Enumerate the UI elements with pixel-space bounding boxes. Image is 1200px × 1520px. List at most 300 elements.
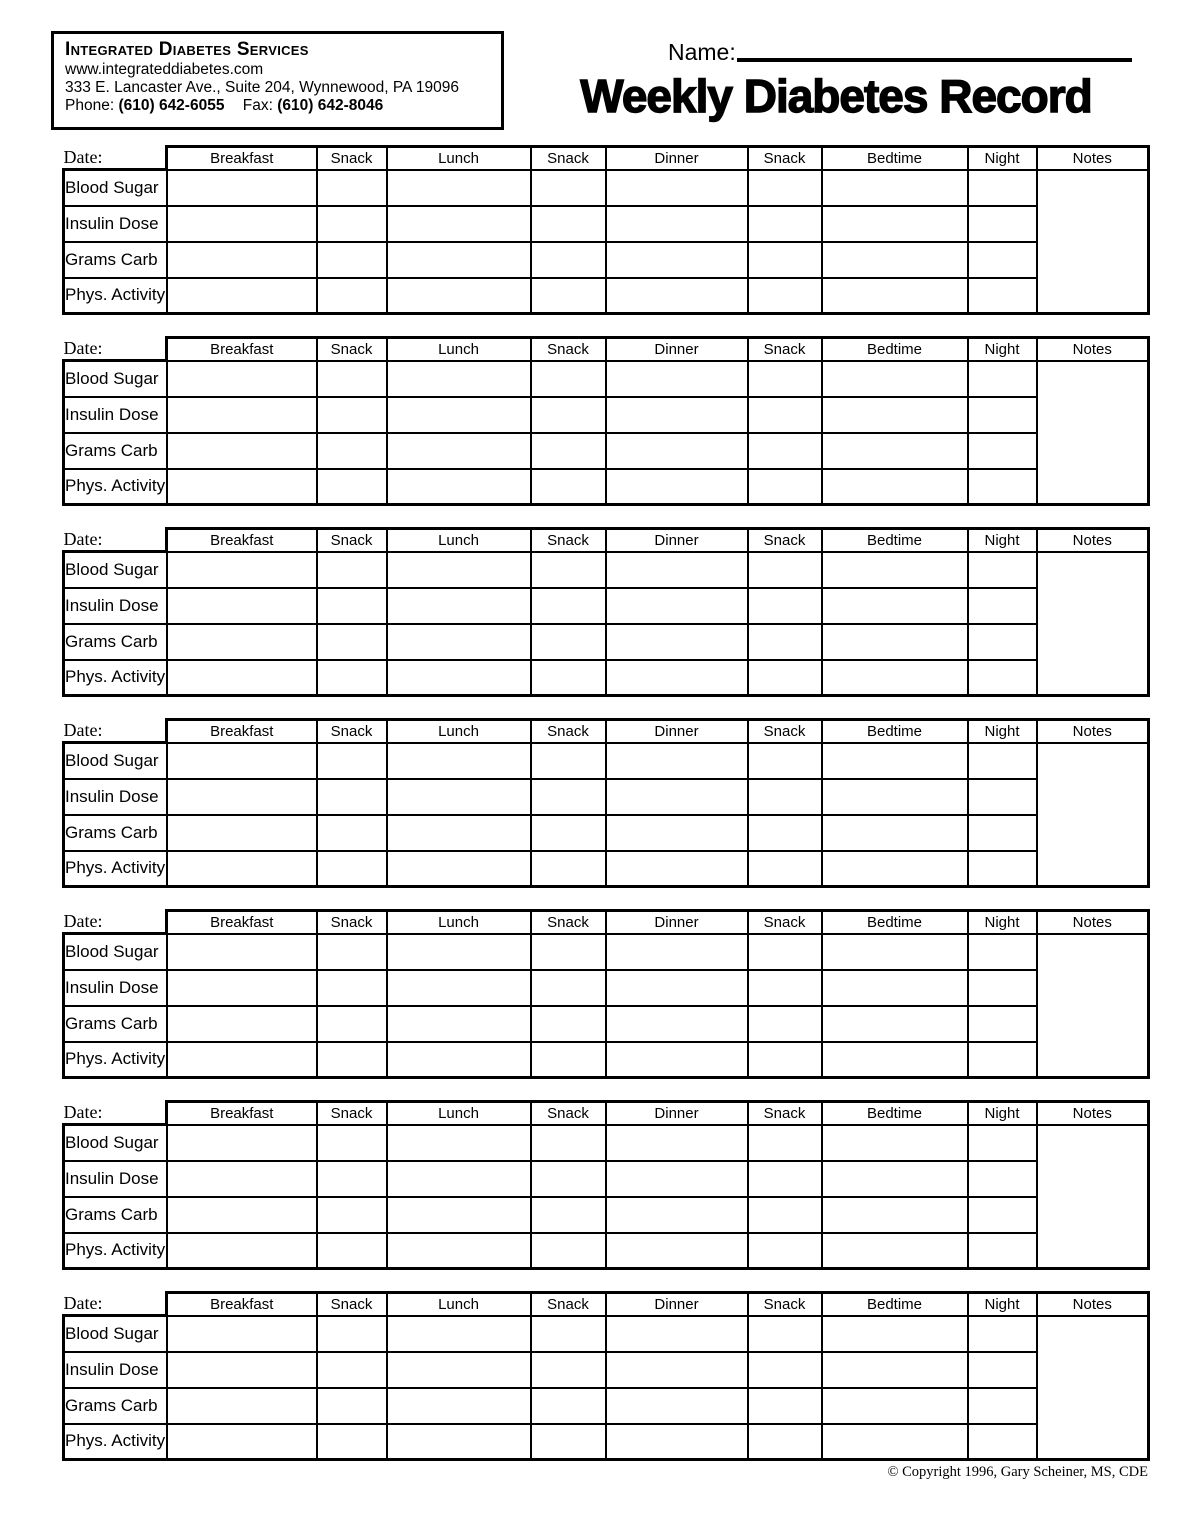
- entry-cell[interactable]: [317, 361, 387, 397]
- entry-cell[interactable]: [531, 361, 606, 397]
- entry-cell[interactable]: [531, 851, 606, 887]
- entry-cell[interactable]: [167, 934, 317, 970]
- col-header-notes: Notes: [1037, 338, 1149, 361]
- entry-cell[interactable]: [387, 361, 531, 397]
- entry-cell[interactable]: [748, 242, 822, 278]
- row-label-grams-carb: Grams Carb: [64, 815, 167, 851]
- fax-label: Fax:: [242, 96, 273, 114]
- day-record-table: [62, 1100, 1150, 1270]
- entry-cell[interactable]: [387, 934, 531, 970]
- notes-entry-cell[interactable]: [1037, 1125, 1149, 1269]
- entry-cell[interactable]: [387, 278, 531, 314]
- entry-cell[interactable]: [167, 851, 317, 887]
- entry-cell[interactable]: [968, 624, 1037, 660]
- col-header-bedtime: Bedtime: [822, 911, 968, 934]
- entry-cell[interactable]: [748, 660, 822, 696]
- entry-cell[interactable]: [822, 779, 968, 815]
- entry-cell[interactable]: [167, 779, 317, 815]
- entry-cell[interactable]: [606, 1042, 748, 1078]
- entry-cell[interactable]: [167, 624, 317, 660]
- col-header-snack-evening: Snack: [748, 720, 822, 743]
- entry-cell[interactable]: [968, 278, 1037, 314]
- day-record-block: [62, 1291, 1150, 1461]
- entry-cell[interactable]: [531, 1233, 606, 1269]
- entry-cell[interactable]: [317, 779, 387, 815]
- entry-cell[interactable]: [606, 206, 748, 242]
- entry-cell[interactable]: [822, 660, 968, 696]
- day-record-table: [62, 336, 1150, 506]
- entry-cell[interactable]: [387, 1424, 531, 1460]
- entry-cell[interactable]: [531, 1042, 606, 1078]
- row-label-insulin-dose: Insulin Dose: [64, 779, 167, 815]
- entry-cell[interactable]: [317, 815, 387, 851]
- col-header-dinner: Dinner: [606, 529, 748, 552]
- date-label: Date:: [63, 720, 103, 740]
- row-label-insulin-dose: Insulin Dose: [64, 1161, 167, 1197]
- entry-cell[interactable]: [531, 278, 606, 314]
- col-header-snack-afternoon: Snack: [531, 720, 606, 743]
- col-header-breakfast: Breakfast: [167, 529, 317, 552]
- row-label-grams-carb: Grams Carb: [64, 1006, 167, 1042]
- entry-cell[interactable]: [748, 278, 822, 314]
- entry-cell[interactable]: [968, 1042, 1037, 1078]
- entry-cell[interactable]: [531, 934, 606, 970]
- row-label-grams-carb: Grams Carb: [64, 433, 167, 469]
- col-header-breakfast: Breakfast: [167, 1293, 317, 1316]
- col-header-snack-afternoon: Snack: [531, 529, 606, 552]
- entry-cell[interactable]: [387, 1233, 531, 1269]
- entry-cell[interactable]: [167, 815, 317, 851]
- entry-cell[interactable]: [968, 970, 1037, 1006]
- col-header-breakfast: Breakfast: [167, 338, 317, 361]
- entry-cell[interactable]: [317, 1233, 387, 1269]
- entry-cell[interactable]: [822, 815, 968, 851]
- entry-cell[interactable]: [317, 242, 387, 278]
- entry-cell[interactable]: [968, 397, 1037, 433]
- entry-cell[interactable]: [748, 588, 822, 624]
- col-header-bedtime: Bedtime: [822, 529, 968, 552]
- entry-cell[interactable]: [531, 1006, 606, 1042]
- entry-cell[interactable]: [387, 1316, 531, 1352]
- entry-cell[interactable]: [531, 1197, 606, 1233]
- entry-cell[interactable]: [968, 170, 1037, 206]
- row-label-blood-sugar: Blood Sugar: [64, 170, 167, 206]
- entry-cell[interactable]: [822, 242, 968, 278]
- col-header-snack-afternoon: Snack: [531, 1102, 606, 1125]
- entry-cell[interactable]: [167, 1125, 317, 1161]
- entry-cell[interactable]: [822, 469, 968, 505]
- entry-cell[interactable]: [387, 1388, 531, 1424]
- entry-cell[interactable]: [387, 779, 531, 815]
- entry-cell[interactable]: [968, 552, 1037, 588]
- entry-cell[interactable]: [968, 934, 1037, 970]
- entry-cell[interactable]: [606, 1197, 748, 1233]
- entry-cell[interactable]: [606, 278, 748, 314]
- col-header-snack-afternoon: Snack: [531, 1293, 606, 1316]
- col-header-snack-evening: Snack: [748, 1293, 822, 1316]
- col-header-bedtime: Bedtime: [822, 338, 968, 361]
- entry-cell[interactable]: [387, 970, 531, 1006]
- weekly-tables: [62, 145, 1148, 1463]
- phone-label: Phone:: [65, 96, 115, 114]
- entry-cell[interactable]: [317, 851, 387, 887]
- entry-cell[interactable]: [606, 588, 748, 624]
- entry-cell[interactable]: [531, 552, 606, 588]
- entry-cell[interactable]: [317, 1125, 387, 1161]
- entry-cell[interactable]: [387, 397, 531, 433]
- entry-cell[interactable]: [387, 1161, 531, 1197]
- entry-cell[interactable]: [387, 1197, 531, 1233]
- entry-cell[interactable]: [606, 1125, 748, 1161]
- entry-cell[interactable]: [822, 743, 968, 779]
- entry-cell[interactable]: [387, 815, 531, 851]
- entry-cell[interactable]: [606, 1006, 748, 1042]
- col-header-notes: Notes: [1037, 911, 1149, 934]
- entry-cell[interactable]: [531, 1388, 606, 1424]
- entry-cell[interactable]: [748, 815, 822, 851]
- row-label-phys-activity: Phys. Activity: [64, 469, 167, 505]
- entry-cell[interactable]: [167, 970, 317, 1006]
- col-header-night: Night: [968, 720, 1037, 743]
- entry-cell[interactable]: [748, 1233, 822, 1269]
- entry-cell[interactable]: [317, 1197, 387, 1233]
- row-label-phys-activity: Phys. Activity: [64, 1233, 167, 1269]
- entry-cell[interactable]: [968, 469, 1037, 505]
- entry-cell[interactable]: [387, 588, 531, 624]
- entry-cell[interactable]: [968, 779, 1037, 815]
- day-record-table: [62, 718, 1150, 888]
- entry-cell[interactable]: [387, 433, 531, 469]
- entry-cell[interactable]: [531, 1125, 606, 1161]
- entry-cell[interactable]: [822, 1352, 968, 1388]
- entry-cell[interactable]: [822, 1042, 968, 1078]
- entry-cell[interactable]: [968, 206, 1037, 242]
- entry-cell[interactable]: [167, 1424, 317, 1460]
- col-header-night: Night: [968, 147, 1037, 170]
- entry-cell[interactable]: [748, 743, 822, 779]
- col-header-snack-morning: Snack: [317, 147, 387, 170]
- entry-cell[interactable]: [317, 278, 387, 314]
- entry-cell[interactable]: [822, 851, 968, 887]
- notes-entry-cell[interactable]: [1037, 743, 1149, 887]
- entry-cell[interactable]: [822, 1424, 968, 1460]
- entry-cell[interactable]: [531, 469, 606, 505]
- entry-cell[interactable]: [606, 433, 748, 469]
- entry-cell[interactable]: [317, 1042, 387, 1078]
- entry-cell[interactable]: [387, 469, 531, 505]
- entry-cell[interactable]: [387, 1042, 531, 1078]
- entry-cell[interactable]: [748, 934, 822, 970]
- entry-cell[interactable]: [822, 1316, 968, 1352]
- entry-cell[interactable]: [317, 170, 387, 206]
- entry-cell[interactable]: [317, 469, 387, 505]
- entry-cell[interactable]: [822, 361, 968, 397]
- notes-entry-cell[interactable]: [1037, 1316, 1149, 1460]
- entry-cell[interactable]: [167, 397, 317, 433]
- entry-cell[interactable]: [822, 170, 968, 206]
- entry-cell[interactable]: [606, 242, 748, 278]
- entry-cell[interactable]: [531, 1352, 606, 1388]
- entry-cell[interactable]: [822, 1161, 968, 1197]
- entry-cell[interactable]: [531, 743, 606, 779]
- entry-cell[interactable]: [531, 170, 606, 206]
- entry-cell[interactable]: [606, 1316, 748, 1352]
- col-header-lunch: Lunch: [387, 1102, 531, 1125]
- entry-cell[interactable]: [317, 397, 387, 433]
- entry-cell[interactable]: [748, 552, 822, 588]
- entry-cell[interactable]: [748, 1197, 822, 1233]
- entry-cell[interactable]: [968, 1006, 1037, 1042]
- notes-entry-cell[interactable]: [1037, 934, 1149, 1078]
- entry-cell[interactable]: [531, 1424, 606, 1460]
- entry-cell[interactable]: [167, 1161, 317, 1197]
- entry-cell[interactable]: [387, 552, 531, 588]
- entry-cell[interactable]: [748, 206, 822, 242]
- entry-cell[interactable]: [968, 433, 1037, 469]
- entry-cell[interactable]: [531, 624, 606, 660]
- entry-cell[interactable]: [531, 242, 606, 278]
- entry-cell[interactable]: [317, 624, 387, 660]
- entry-cell[interactable]: [167, 361, 317, 397]
- entry-cell[interactable]: [968, 242, 1037, 278]
- entry-cell[interactable]: [387, 743, 531, 779]
- entry-cell[interactable]: [748, 1316, 822, 1352]
- entry-cell[interactable]: [167, 242, 317, 278]
- entry-cell[interactable]: [167, 1006, 317, 1042]
- entry-cell[interactable]: [167, 1388, 317, 1424]
- entry-cell[interactable]: [167, 433, 317, 469]
- col-header-snack-evening: Snack: [748, 911, 822, 934]
- entry-cell[interactable]: [822, 278, 968, 314]
- col-header-notes: Notes: [1037, 1293, 1149, 1316]
- entry-cell[interactable]: [606, 779, 748, 815]
- entry-cell[interactable]: [606, 934, 748, 970]
- entry-cell[interactable]: [822, 397, 968, 433]
- entry-cell[interactable]: [531, 1316, 606, 1352]
- entry-cell[interactable]: [531, 970, 606, 1006]
- entry-cell[interactable]: [387, 242, 531, 278]
- date-label: Date:: [63, 338, 103, 358]
- entry-cell[interactable]: [167, 552, 317, 588]
- entry-cell[interactable]: [606, 1388, 748, 1424]
- entry-cell[interactable]: [748, 1006, 822, 1042]
- entry-cell[interactable]: [167, 1316, 317, 1352]
- entry-cell[interactable]: [748, 433, 822, 469]
- entry-cell[interactable]: [606, 361, 748, 397]
- entry-cell[interactable]: [387, 1352, 531, 1388]
- day-record-table: [62, 145, 1150, 315]
- entry-cell[interactable]: [317, 588, 387, 624]
- col-header-snack-evening: Snack: [748, 1102, 822, 1125]
- entry-cell[interactable]: [606, 1233, 748, 1269]
- clinic-address: 333 E. Lancaster Ave., Suite 204, Wynnewood, PA 19096: [65, 78, 459, 96]
- entry-cell[interactable]: [748, 397, 822, 433]
- entry-cell[interactable]: [606, 851, 748, 887]
- col-header-notes: Notes: [1037, 147, 1149, 170]
- entry-cell[interactable]: [968, 1233, 1037, 1269]
- clinic-name: Integrated Diabetes Services: [65, 39, 309, 60]
- notes-entry-cell[interactable]: [1037, 361, 1149, 505]
- copyright-line: © Copyright 1996, Gary Scheiner, MS, CDE: [887, 1464, 1148, 1480]
- entry-cell[interactable]: [317, 433, 387, 469]
- entry-cell[interactable]: [822, 433, 968, 469]
- entry-cell[interactable]: [968, 588, 1037, 624]
- entry-cell[interactable]: [167, 588, 317, 624]
- col-header-snack-afternoon: Snack: [531, 338, 606, 361]
- entry-cell[interactable]: [748, 779, 822, 815]
- entry-cell[interactable]: [317, 1352, 387, 1388]
- entry-cell[interactable]: [822, 934, 968, 970]
- entry-cell[interactable]: [387, 170, 531, 206]
- entry-cell[interactable]: [167, 1042, 317, 1078]
- entry-cell[interactable]: [317, 1316, 387, 1352]
- notes-entry-cell[interactable]: [1037, 170, 1149, 314]
- col-header-night: Night: [968, 529, 1037, 552]
- entry-cell[interactable]: [968, 1352, 1037, 1388]
- entry-cell[interactable]: [531, 779, 606, 815]
- col-header-bedtime: Bedtime: [822, 147, 968, 170]
- entry-cell[interactable]: [606, 660, 748, 696]
- entry-cell[interactable]: [968, 1424, 1037, 1460]
- entry-cell[interactable]: [317, 206, 387, 242]
- entry-cell[interactable]: [531, 660, 606, 696]
- entry-cell[interactable]: [531, 397, 606, 433]
- phone-number: (610) 642-6055: [118, 96, 225, 114]
- entry-cell[interactable]: [317, 552, 387, 588]
- entry-cell[interactable]: [606, 815, 748, 851]
- entry-cell[interactable]: [317, 934, 387, 970]
- entry-cell[interactable]: [822, 1125, 968, 1161]
- entry-cell[interactable]: [748, 1352, 822, 1388]
- notes-entry-cell[interactable]: [1037, 552, 1149, 696]
- col-header-night: Night: [968, 911, 1037, 934]
- entry-cell[interactable]: [167, 206, 317, 242]
- entry-cell[interactable]: [317, 1424, 387, 1460]
- entry-cell[interactable]: [606, 970, 748, 1006]
- entry-cell[interactable]: [387, 660, 531, 696]
- col-header-breakfast: Breakfast: [167, 911, 317, 934]
- entry-cell[interactable]: [167, 1197, 317, 1233]
- entry-cell[interactable]: [606, 1352, 748, 1388]
- row-label-phys-activity: Phys. Activity: [64, 278, 167, 314]
- entry-cell[interactable]: [531, 433, 606, 469]
- entry-cell[interactable]: [317, 1388, 387, 1424]
- name-input-line[interactable]: [737, 41, 1132, 62]
- row-label-insulin-dose: Insulin Dose: [64, 397, 167, 433]
- entry-cell[interactable]: [606, 1161, 748, 1197]
- row-label-blood-sugar: Blood Sugar: [64, 1125, 167, 1161]
- entry-cell[interactable]: [822, 1197, 968, 1233]
- entry-cell[interactable]: [317, 1161, 387, 1197]
- entry-cell[interactable]: [317, 970, 387, 1006]
- entry-cell[interactable]: [822, 1233, 968, 1269]
- row-label-blood-sugar: Blood Sugar: [64, 1316, 167, 1352]
- entry-cell[interactable]: [167, 743, 317, 779]
- entry-cell[interactable]: [167, 660, 317, 696]
- entry-cell[interactable]: [387, 1125, 531, 1161]
- entry-cell[interactable]: [606, 624, 748, 660]
- entry-cell[interactable]: [606, 1424, 748, 1460]
- entry-cell[interactable]: [606, 397, 748, 433]
- entry-cell[interactable]: [167, 278, 317, 314]
- entry-cell[interactable]: [748, 624, 822, 660]
- entry-cell[interactable]: [968, 743, 1037, 779]
- entry-cell[interactable]: [387, 851, 531, 887]
- row-label-phys-activity: Phys. Activity: [64, 660, 167, 696]
- entry-cell[interactable]: [748, 1042, 822, 1078]
- day-record-table: [62, 909, 1150, 1079]
- entry-cell[interactable]: [317, 1006, 387, 1042]
- entry-cell[interactable]: [317, 660, 387, 696]
- entry-cell[interactable]: [822, 970, 968, 1006]
- entry-cell[interactable]: [748, 1388, 822, 1424]
- entry-cell[interactable]: [167, 1233, 317, 1269]
- col-header-snack-evening: Snack: [748, 338, 822, 361]
- col-header-breakfast: Breakfast: [167, 720, 317, 743]
- col-header-bedtime: Bedtime: [822, 1293, 968, 1316]
- clinic-website: www.integrateddiabetes.com: [65, 61, 264, 78]
- entry-cell[interactable]: [968, 1388, 1037, 1424]
- entry-cell[interactable]: [968, 660, 1037, 696]
- entry-cell[interactable]: [531, 815, 606, 851]
- col-header-dinner: Dinner: [606, 338, 748, 361]
- entry-cell[interactable]: [167, 1352, 317, 1388]
- entry-cell[interactable]: [748, 1424, 822, 1460]
- entry-cell[interactable]: [968, 1316, 1037, 1352]
- entry-cell[interactable]: [748, 1161, 822, 1197]
- entry-cell[interactable]: [968, 851, 1037, 887]
- row-label-grams-carb: Grams Carb: [64, 1388, 167, 1424]
- page-title: Weekly Diabetes Record: [580, 70, 1092, 122]
- entry-cell[interactable]: [822, 624, 968, 660]
- entry-cell[interactable]: [531, 588, 606, 624]
- entry-cell[interactable]: [531, 206, 606, 242]
- entry-cell[interactable]: [387, 624, 531, 660]
- entry-cell[interactable]: [968, 815, 1037, 851]
- entry-cell[interactable]: [822, 206, 968, 242]
- entry-cell[interactable]: [968, 1197, 1037, 1233]
- entry-cell[interactable]: [167, 469, 317, 505]
- entry-cell[interactable]: [968, 361, 1037, 397]
- entry-cell[interactable]: [822, 588, 968, 624]
- entry-cell[interactable]: [748, 170, 822, 206]
- entry-cell[interactable]: [822, 552, 968, 588]
- day-record-block: [62, 909, 1150, 1079]
- col-header-lunch: Lunch: [387, 911, 531, 934]
- entry-cell[interactable]: [606, 170, 748, 206]
- entry-cell[interactable]: [822, 1388, 968, 1424]
- entry-cell[interactable]: [606, 552, 748, 588]
- entry-cell[interactable]: [317, 743, 387, 779]
- entry-cell[interactable]: [167, 170, 317, 206]
- entry-cell[interactable]: [968, 1161, 1037, 1197]
- row-label-phys-activity: Phys. Activity: [64, 1042, 167, 1078]
- entry-cell[interactable]: [822, 1006, 968, 1042]
- entry-cell[interactable]: [748, 851, 822, 887]
- entry-cell[interactable]: [748, 970, 822, 1006]
- entry-cell[interactable]: [531, 1161, 606, 1197]
- day-record-block: [62, 527, 1150, 697]
- entry-cell[interactable]: [606, 743, 748, 779]
- clinic-info-box: [51, 31, 504, 130]
- entry-cell[interactable]: [387, 206, 531, 242]
- entry-cell[interactable]: [387, 1006, 531, 1042]
- entry-cell[interactable]: [968, 1125, 1037, 1161]
- entry-cell[interactable]: [748, 469, 822, 505]
- entry-cell[interactable]: [748, 361, 822, 397]
- entry-cell[interactable]: [748, 1125, 822, 1161]
- entry-cell[interactable]: [606, 469, 748, 505]
